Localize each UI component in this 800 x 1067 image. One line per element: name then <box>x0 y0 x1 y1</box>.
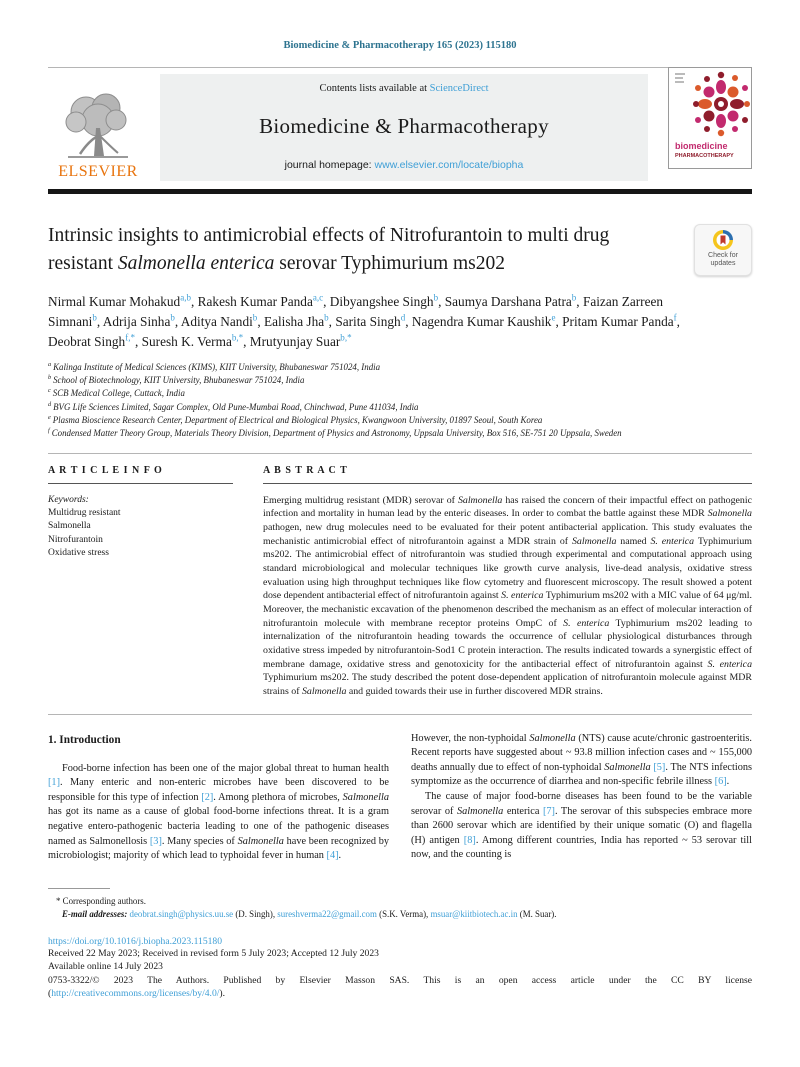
text-segment: E-mail addresses: <box>62 908 130 919</box>
citation-link-5[interactable]: [5] <box>653 761 666 773</box>
elsevier-wordmark: ELSEVIER <box>58 163 138 180</box>
elsevier-logo <box>48 74 148 181</box>
article-title <box>48 222 694 278</box>
intro-left-column <box>48 732 389 864</box>
text-segment: . Many enteric and non-enteric microbes have been discovered to be responsible for this type of infection <box>48 777 389 803</box>
text-segment: , Faizan Zarreen Simnani <box>48 293 664 329</box>
text-segment: S. enterica <box>650 535 695 547</box>
journal-title: Biomedicine & Pharmacotherapy <box>259 114 549 138</box>
text-segment: S. enterica <box>563 617 610 629</box>
text-segment: Salmonella <box>237 835 284 847</box>
text-segment: (M. Suar). <box>517 908 557 919</box>
text-segment: Food-borne infection has been one of the major global threat to human health <box>62 762 389 774</box>
text-segment: Salmonella <box>456 805 504 817</box>
text-segment: , Ealisha Jha <box>257 313 325 329</box>
intro-paragraph-3 <box>411 790 752 863</box>
text-segment: , Suresh K. Verma <box>134 333 232 349</box>
affiliation-line: $^e$ Plasma Bioscience Research Center, Department of Electrical and Biological Physics, Kwangwoon University, 01897 Seoul, South Korea <box>48 414 543 425</box>
homepage-link[interactable]: www.elsevier.com/locate/biopha <box>374 159 524 171</box>
affiliation-line: $^a$ Kalinga Institute of Medical Sciences (KIMS), KIIT University, Bhubaneswar 751024, India <box>48 360 381 372</box>
text-segment: (NTS) cause acute/chronic gastroenteritis. Recent reports have suggested about ~ 93.8 million infection cases and ~ 155,000 deaths annually due to effect of non-typhoidal <box>411 732 752 773</box>
footnote-rule <box>48 888 110 889</box>
text-segment: Salmonella <box>571 535 617 547</box>
contents-line <box>166 83 642 94</box>
text-segment: However, the non-typhoidal <box>411 732 530 744</box>
issn-license-line: 0753-3322/© 2023 The Authors. Published by Elsevier Masson SAS. This is an open access article under the CC BY license <box>48 974 752 986</box>
text-segment: Typhimurium ms202 leading to internalization of the nitrofurantoin heading towards the occurrence of cellular physiological disturbances through oxidative stress impeded by nitrofurantoin-Sod1 C protein interaction. The results indicated towards a synergistic effect of membrane damage, oxidative stress and genotoxicity for the antibacterial effect of nitrofurantoin against <box>263 617 753 670</box>
available-online-line: Available online 14 July 2023 <box>48 961 163 973</box>
doi-link[interactable]: https://doi.org/10.1016/j.biopha.2023.115180 <box>48 935 223 947</box>
author-affiliation-sup: b <box>170 312 175 323</box>
abstract-rule <box>263 483 752 484</box>
intro-right-column <box>411 732 752 864</box>
abstract-column <box>263 465 752 699</box>
cc-license-link[interactable]: http://creativecommons.org/licenses/by/4.0/ <box>51 988 220 1000</box>
email-link-dsingh[interactable]: deobrat.singh@physics.uu.se <box>129 908 234 919</box>
text-segment: (S.K. Verma), <box>376 908 431 919</box>
introduction-heading: 1. Introduction <box>48 733 121 746</box>
sciencedirect-link[interactable]: ScienceDirect <box>429 83 489 94</box>
author-affiliation-sup: b <box>324 312 329 323</box>
text-segment: S. enterica <box>501 590 544 602</box>
author-affiliation-sup: a,c <box>312 292 324 303</box>
citation-link-8[interactable]: [8] <box>463 834 476 846</box>
text-segment: Typhimurium ms202 with a MIC value of 64 μg/ml. Moreover, the mechanistic excavation of the phenomenon described the mechanism as an effect of molecular interaction of nitrofurantoin molecule with membrane receptor proteins OmpC of <box>263 590 752 629</box>
abstract-heading: A B S T R A C T <box>263 464 348 476</box>
author-affiliation-sup: b,* <box>231 332 244 343</box>
author-affiliation-sup: b <box>92 312 97 323</box>
text-segment: , Dibyangshee Singh <box>323 293 434 309</box>
text-segment: , Deobrat Singh <box>48 313 680 349</box>
check-updates-icon <box>712 229 734 251</box>
text-segment: Intrinsic insights to antimicrobial effects of Nitrofurantoin to multi drug resistant <box>48 225 610 274</box>
intro-paragraph-1 <box>48 762 389 864</box>
text-segment: has raised the concern of their impactful effect on pathogenic infection and mortality in human lead by the enteric diseases. In order to combat the battle against these MDR <box>263 494 752 520</box>
text-segment: . <box>726 776 730 788</box>
text-segment: has got its name as a cause of global food-borne infections threat. It is a gram negative entero-pathogenic bacteria leading to one of the pathogenic diseases named as Salmonellosis <box>48 806 389 847</box>
text-segment: , Saumya Darshana Patra <box>438 293 572 309</box>
affiliation-line: $^c$ SCB Medical College, Cuttack, India <box>48 387 185 399</box>
masthead-banner <box>48 67 752 181</box>
cover-title-line2: PHARMACOTHERAPY <box>675 153 734 159</box>
text-segment: . Among plethora of microbes, <box>213 791 343 803</box>
text-segment: and guided towards their use in further discovered MDR strains. <box>346 685 603 697</box>
text-segment: , Nagendra Kumar Kaushik <box>405 313 552 329</box>
text-segment: . <box>338 850 342 862</box>
text-segment: Salmonella <box>604 761 651 773</box>
text-segment: . The NTS infections symptomize as the occurrence of diarrhea and non-specific febrile illness <box>411 761 752 788</box>
keyword: Multidrug resistant <box>48 508 121 519</box>
text-segment: Salmonella <box>529 732 576 744</box>
text-segment: Nirmal Kumar Mohakud <box>48 293 181 309</box>
intro-paragraph-2 <box>411 732 752 790</box>
article-info-column <box>48 465 233 699</box>
affiliations-list <box>48 361 752 441</box>
text-segment: Typhimurium ms202. The antimicrobial effect of nitrofurantoin was studied through experimental and computational approach using standard microbiological and molecular techniques like growth curve analysis, live-dead analysis, oxidative stress evaluation using high throughput techniques like flow cytometry and fluorescent microscopy. The result showed a potent dose dependent antibacterial effect of nitrofurantoin against <box>263 535 752 602</box>
journal-cover-art <box>669 68 751 168</box>
text-segment: , Adrija Sinha <box>96 313 171 329</box>
elsevier-tree-icon <box>56 90 140 162</box>
keyword: Salmonella <box>48 521 91 532</box>
author-affiliation-sup: f <box>673 312 677 323</box>
text-segment: named <box>616 535 651 547</box>
body-divider <box>48 714 752 715</box>
text-segment: Typhimurium ms202. The study described the potent dose-dependent application of nitrofurantoin molecule against MDR strains of <box>263 672 752 697</box>
citation-link-1[interactable]: [1] <box>48 777 61 789</box>
text-segment: Salmonella <box>342 791 389 803</box>
author-affiliation-sup: e <box>551 312 556 323</box>
text-segment: . The serovar of this subspecies embrace more than 2600 serovar which are identified by their unique somatic (O) and flagella (H) antigen <box>411 805 752 846</box>
affiliation-line: $^b$ School of Biotechnology, KIIT University, Bhubaneswar 751024, India <box>48 373 305 385</box>
text-segment: ( <box>48 988 52 1000</box>
text-segment: Salmonella enterica <box>117 252 275 274</box>
text-segment: pathogen, new drug molecules need to be evaluated for their potent antibacterial application. This study evaluates the mechanistic antimicrobial effect of nitrofurantoin against a MDR strain of <box>263 522 752 547</box>
author-affiliation-sup: b <box>433 292 439 303</box>
email-link-sverma[interactable]: sureshverma22@gmail.com <box>277 908 377 919</box>
journal-cover-thumbnail <box>668 67 752 169</box>
text-segment: Emerging multidrug resistant (MDR) serovar of <box>263 494 458 506</box>
email-link-msuar[interactable]: msuar@kiitbiotech.ac.in <box>430 908 518 919</box>
author-affiliation-sup: d <box>400 312 406 323</box>
text-segment: The cause of major food-borne diseases has been found to be the variable serovar of <box>411 791 752 817</box>
keywords-label: Keywords: <box>48 494 89 505</box>
citation-link-4[interactable]: [4] <box>326 850 339 862</box>
author-affiliation-sup: b <box>252 312 258 323</box>
text-segment: Salmonella <box>707 508 752 520</box>
homepage-prefix: journal homepage: <box>284 159 375 171</box>
email-addresses-line <box>48 908 752 921</box>
article-info-heading: A R T I C L E I N F O <box>48 464 163 476</box>
citation-link-6[interactable]: [6] <box>714 776 727 788</box>
check-for-updates-badge[interactable] <box>694 224 752 276</box>
abstract-text <box>263 494 752 699</box>
masthead-divider-bar <box>48 189 752 194</box>
keyword: Oxidative stress <box>48 547 109 558</box>
affiliation-line: $^d$ BVG Life Sciences Limited, Sagar Complex, Old Pune-Mumbai Road, Chinchwad, Pune 411034, India <box>48 400 419 412</box>
author-list <box>48 292 696 352</box>
text-segment: . Among different countries, India has reported ~ 53 serovar till now, and the counting is <box>411 834 752 861</box>
text-segment: , Aditya Nandi <box>174 313 253 329</box>
text-segment: , Sarita Singh <box>328 313 401 329</box>
text-segment: S. enterica <box>707 658 753 670</box>
citation-link-7[interactable]: [7] <box>542 805 555 817</box>
author-affiliation-sup: b <box>571 292 577 303</box>
cover-title-line1: biomedicine <box>675 141 728 151</box>
text-segment: Salmonella <box>457 494 503 506</box>
author-affiliation-sup: f,* <box>125 332 135 343</box>
citation-link-3[interactable]: [3] <box>149 835 162 847</box>
citation-link-2[interactable]: [2] <box>201 791 214 803</box>
received-dates-line: Received 22 May 2023; Received in revised form 5 July 2023; Accepted 12 July 2023 <box>48 947 379 959</box>
author-affiliation-sup: a,b <box>180 292 191 303</box>
journal-info-box <box>160 74 648 181</box>
contents-prefix: Contents lists available at <box>319 83 430 94</box>
affiliation-line: $^f$ Condensed Matter Theory Group, Materials Theory Division, Department of Physics and Astronomy, Uppsala University, Box 516, SE-751 20 Uppsala, Sweden <box>48 427 622 439</box>
homepage-line <box>166 159 642 171</box>
corresponding-authors-note: * Corresponding authors. <box>56 896 146 906</box>
author-affiliation-sup: b,* <box>340 332 352 343</box>
text-segment: have been recognized by microbiologist; majority of which lead to typhoidal fever in human <box>48 835 389 862</box>
article-info-rule <box>48 483 233 484</box>
text-segment: . Many species of <box>161 835 238 847</box>
text-segment: , Mrutyunjay Suar <box>243 333 341 349</box>
cc-license-line <box>48 987 752 1000</box>
text-segment: , Rakesh Kumar Panda <box>191 293 313 309</box>
text-segment: enterica <box>503 805 543 817</box>
text-segment: (D. Singh), <box>233 908 278 919</box>
text-segment: serovar Typhimurium ms202 <box>274 252 506 274</box>
text-segment: Salmonella <box>301 685 347 697</box>
text-segment: ). <box>219 988 226 1000</box>
keyword: Nitrofurantoin <box>48 534 103 545</box>
check-updates-label: Check for updates <box>708 252 738 268</box>
text-segment: , Pritam Kumar Panda <box>555 313 674 329</box>
journal-citation-header: Biomedicine & Pharmacotherapy 165 (2023) 115180 <box>283 40 517 51</box>
